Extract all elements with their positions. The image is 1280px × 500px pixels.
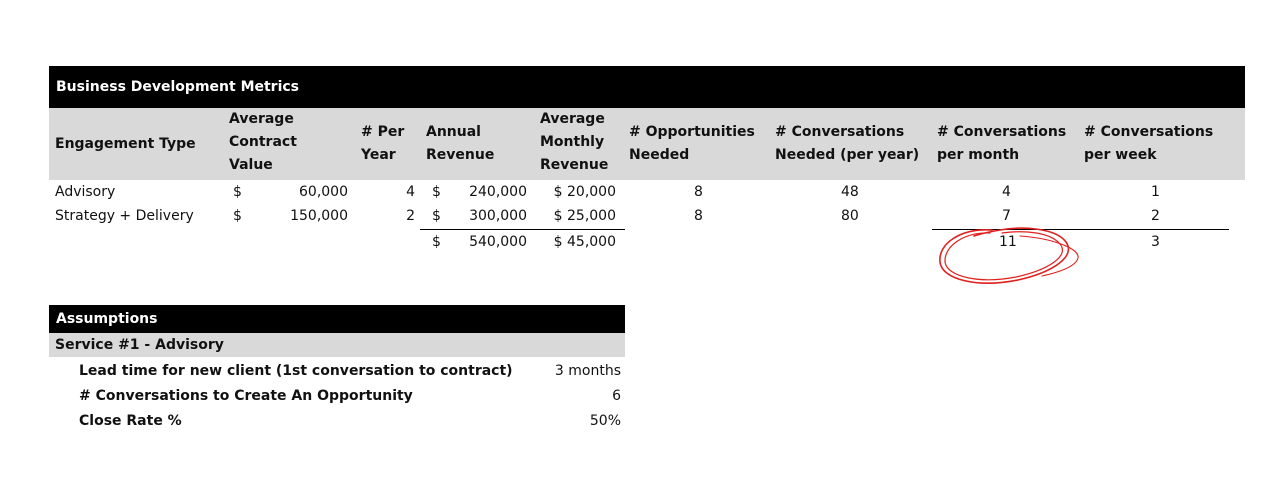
row2-per-year: 2 — [406, 208, 415, 224]
header-engagement-type: Engagement Type — [55, 136, 196, 152]
assumption-lead-time-value: 3 months — [554, 363, 621, 379]
row1-conversations-needed: 48 — [841, 184, 859, 200]
row1-per-year: 4 — [406, 184, 415, 200]
total-annual-revenue: 540,000 — [469, 234, 527, 250]
metrics-title: Business Development Metrics — [56, 79, 300, 95]
assumptions-title: Assumptions — [56, 311, 158, 327]
row2-conversations-month: 7 — [1002, 208, 1011, 224]
header-conversations-per-month: # Conversations per month — [937, 124, 1067, 163]
header-opportunities-needed: # Opportunities Needed — [629, 124, 755, 163]
row1-annual-revenue: 240,000 — [469, 184, 527, 200]
red-circle-annotation — [930, 222, 1090, 292]
row1-monthly-revenue: $ 20,000 — [553, 184, 616, 200]
row2-annual-revenue: 300,000 — [469, 208, 527, 224]
row2-monthly-revenue: $ 25,000 — [553, 208, 616, 224]
row2-contract-value: 150,000 — [290, 208, 348, 224]
assumption-lead-time-label: Lead time for new client (1st conversation to contract) — [79, 363, 513, 379]
header-per-year: # Per Year — [361, 124, 405, 163]
header-conversations-per-week: # Conversations per week — [1084, 124, 1214, 163]
revenue-total-rule — [420, 229, 625, 230]
total-annual-currency: $ — [432, 234, 441, 250]
row2-engagement-type: Strategy + Delivery — [55, 208, 194, 224]
row2-conversations-needed: 80 — [841, 208, 859, 224]
header-annual-revenue: Annual Revenue — [426, 124, 495, 163]
header-conversations-needed: # Conversations Needed (per year) — [775, 124, 920, 163]
row1-annual-currency: $ — [432, 184, 441, 200]
row1-conversations-month: 4 — [1002, 184, 1011, 200]
row2-annual-currency: $ — [432, 208, 441, 224]
row2-opportunities-needed: 8 — [694, 208, 703, 224]
row1-engagement-type: Advisory — [55, 184, 116, 200]
row2-contract-currency: $ — [233, 208, 242, 224]
row1-contract-currency: $ — [233, 184, 242, 200]
assumption-close-rate-label: Close Rate % — [79, 413, 182, 429]
service-label: Service #1 - Advisory — [55, 337, 224, 353]
header-average-contract-value: Average Contract Value — [229, 111, 297, 173]
row1-conversations-week: 1 — [1151, 184, 1160, 200]
total-conversations-week: 3 — [1151, 234, 1160, 250]
assumption-conversations-value: 6 — [612, 388, 621, 404]
assumption-conversations-label: # Conversations to Create An Opportunity — [79, 388, 413, 404]
total-monthly-revenue: $ 45,000 — [553, 234, 616, 250]
header-average-monthly-revenue: Average Monthly Revenue — [540, 111, 609, 173]
row2-conversations-week: 2 — [1151, 208, 1160, 224]
row1-contract-value: 60,000 — [299, 184, 348, 200]
row1-opportunities-needed: 8 — [694, 184, 703, 200]
total-conversations-month: 11 — [999, 234, 1017, 250]
assumption-close-rate-value: 50% — [589, 413, 621, 429]
